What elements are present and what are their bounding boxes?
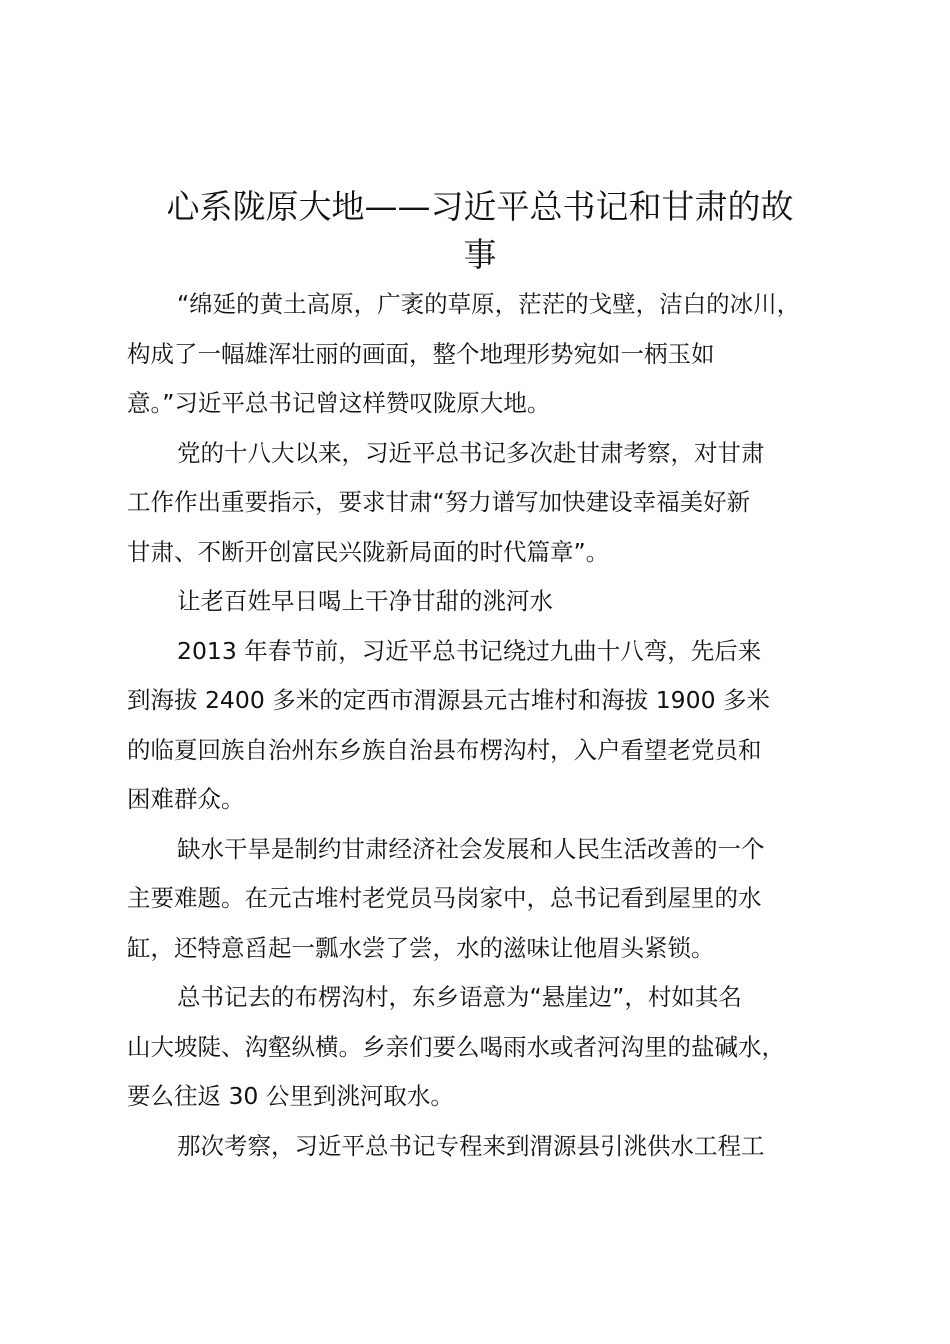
document-title: 心系陇原大地——习近平总书记和甘肃的故	[166, 187, 794, 226]
paragraph	[127, 429, 867, 578]
document-body	[127, 280, 867, 1171]
paragraph	[127, 627, 867, 825]
paragraph-line: 山大坡陡、沟壑纵横。乡亲们要么喝雨水或者河沟里的盐碱水，	[127, 1032, 785, 1061]
paragraph	[127, 825, 867, 974]
paragraph-line: 主要难题。在元古堆村老党员马岗家中，总书记看到屋里的水	[127, 884, 762, 912]
paragraph-line: 缸，还特意舀起一瓢水尝了尝，水的滋味让他眉头紧锁。	[127, 933, 715, 962]
paragraph-line: 那次考察，习近平总书记专程来到渭源县引洮供水工程工	[177, 1131, 765, 1160]
paragraph-line: 党的十八大以来，习近平总书记多次赴甘肃考察，对甘肃	[177, 438, 765, 467]
paragraph-line: 构成了一幅雄浑壮丽的画面，整个地理形势宛如一柄玉如	[127, 339, 715, 368]
paragraph-line: 要么往返 30 公里到洮河取水。	[127, 1082, 454, 1110]
paragraph	[127, 1122, 867, 1172]
paragraph-line: 到海拔 2400 多米的定西市渭源县元古堆村和海拔 1900 多米	[127, 686, 770, 714]
paragraph-line: 缺水干旱是制约甘肃经济社会发展和人民生活改善的一个	[177, 834, 765, 863]
paragraph-line: 意。”习近平总书记曾这样赞叹陇原大地。	[127, 389, 551, 417]
section-heading-text: 让老百姓早日喝上干净甘甜的洮河水	[177, 587, 553, 615]
section-heading	[127, 577, 867, 627]
paragraph-line: 的临夏回族自治州东乡族自治县布楞沟村，入户看望老党员和	[127, 735, 762, 764]
paragraph-line: 困难群众。	[127, 785, 245, 813]
paragraph-line: 总书记去的布楞沟村，东乡语意为“悬崖边”，村如其名	[177, 983, 742, 1011]
paragraph-line: 甘肃、不断开创富民兴陇新局面的时代篇章”。	[127, 537, 610, 566]
paragraph-line: “绵延的黄土高原，广袤的草原，茫茫的戈壁，洁白的冰川，	[177, 290, 801, 318]
paragraph	[127, 973, 867, 1122]
document-title-continued: 事	[463, 235, 497, 274]
paragraph-line: 2013 年春节前，习近平总书记绕过九曲十八弯，先后来	[177, 636, 762, 665]
paragraph	[127, 280, 867, 429]
paragraph-line: 工作作出重要指示，要求甘肃“努力谱写加快建设幸福美好新	[127, 488, 751, 516]
